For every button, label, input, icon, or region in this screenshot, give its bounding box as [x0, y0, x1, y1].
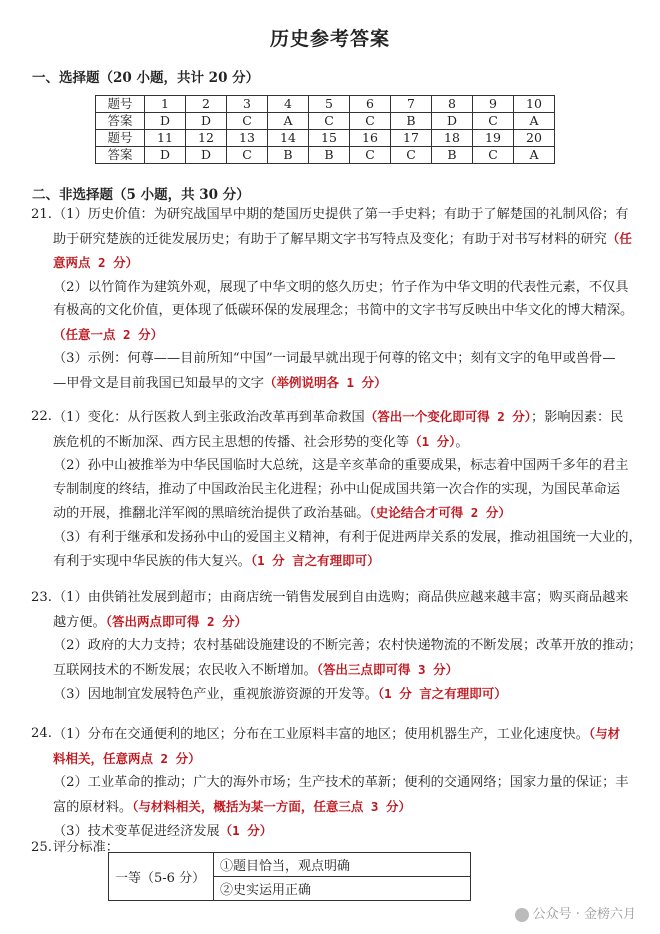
table-cell: D — [186, 113, 227, 130]
table-cell: C — [309, 113, 350, 130]
row-header-cell: 题号 — [96, 96, 145, 113]
table-cell: C — [227, 147, 268, 164]
answer-line: 富的原材料。 — [53, 799, 133, 815]
question-number: 21. — [31, 207, 52, 222]
table-cell: C — [350, 147, 391, 164]
scoring-note: （1 分） — [219, 823, 273, 838]
question-number-row — [96, 96, 555, 113]
table-cell: 15 — [309, 130, 350, 147]
table-cell: C — [350, 113, 391, 130]
answer-line: （1）由供销社发展到超市；由商店统一销售发展到自由选购；商品供应越来越丰富；购买商品越来 — [53, 590, 629, 605]
table-cell: 4 — [268, 96, 309, 113]
wechat-icon — [515, 908, 529, 922]
answer-line: 专制制度的终结，推动了中国政治民主化进程；孙中山促成国共第一次合作的实现，为国民革命运 — [53, 481, 621, 497]
answer-line: （3）示例：何尊——目前所知“中国”一词最早就出现于何尊的铭文中；刻有文字的龟甲或兽骨— — [53, 351, 616, 366]
table-cell: C — [473, 113, 514, 130]
table-cell: C — [227, 113, 268, 130]
table-cell: B — [268, 147, 309, 164]
scoring-note: （答出两点即可得 2 分） — [105, 613, 248, 629]
table-cell: B — [309, 147, 350, 164]
scoring-note: （任意一点 2 分） — [53, 326, 164, 342]
answer-line: （3）因地制宜发展特色产业，重视旅游资源的开发等。 — [53, 687, 378, 702]
section-nonchoice-heading: 二、非选择题（5 小题，共 30 分） — [32, 187, 250, 203]
table-cell: 7 — [391, 96, 432, 113]
scoring-note: （1 分） — [409, 433, 456, 449]
answer-line: ；影响因素：民 — [531, 410, 624, 425]
table-cell: 10 — [514, 96, 555, 113]
answer-line: 动的开展，推翻北洋军阀的黑暗统治提供了政治基础。 — [53, 506, 370, 521]
rubric-criterion: ②史实运用正确 — [214, 877, 471, 901]
scoring-note: （与材 — [588, 726, 621, 741]
table-cell: A — [514, 113, 555, 130]
answer-row — [96, 113, 555, 130]
answer-line: （2）孙中山被推举为中华民国临时大总统，这是辛亥革命的重要成果，标志着中国两千多年的君主 — [53, 458, 629, 473]
answer-line: （1）历史价值：为研究战国早中期的楚国历史提供了第一手史料；有助于了解楚国的礼制风俗；有 — [53, 207, 629, 222]
answer-line: 互联网技术的不断发展；农民收入不断增加。 — [53, 662, 317, 678]
question-23 — [31, 586, 642, 707]
scoring-note: （答出三点即可得 3 分） — [316, 661, 459, 677]
scoring-note: （1 分 言之有理即可） — [250, 553, 380, 568]
table-cell: B — [391, 113, 432, 130]
table-cell: B — [432, 147, 473, 164]
answer-line: （1）分布在交通便利的地区；分布在工业原料丰富的地区；使用机器生产，工业化速度快。 — [53, 727, 589, 742]
table-cell: D — [145, 113, 186, 130]
question-22 — [31, 405, 642, 574]
table-cell: A — [268, 113, 309, 130]
rubric-table — [108, 852, 471, 901]
question-number: 23. — [31, 590, 52, 605]
rubric-label: 评分标准： — [53, 840, 119, 855]
answer-table — [95, 95, 555, 164]
question-21 — [31, 203, 636, 395]
table-cell: 13 — [227, 130, 268, 147]
scoring-note: （任 — [606, 230, 632, 246]
scoring-note: （1 分 言之有理即可） — [377, 686, 507, 701]
answer-line: （2）以竹简作为建筑外观，展现了中华文明的悠久历史；竹子作为中华文明的代表性元素，不仅具 — [53, 279, 629, 295]
table-cell: A — [514, 147, 555, 164]
table-cell: D — [432, 113, 473, 130]
question-24 — [31, 722, 636, 844]
scoring-note: 意两点 2 分） — [53, 255, 139, 270]
watermark-text: 公众号 · 金榜六月 — [532, 907, 636, 922]
table-cell: 14 — [268, 130, 309, 147]
table-cell: D — [145, 147, 186, 164]
answer-line: （1）变化：从行医救人到主张政治改革再到革命救国 — [53, 410, 365, 425]
answer-line: 有利于实现中华民族的伟大复兴。 — [53, 554, 251, 569]
table-cell: 11 — [145, 130, 186, 147]
answer-line: 族危机的不断加深、西方民主思想的传播、社会形势的变化等 — [53, 434, 410, 450]
answer-line: （3）有利于继承和发扬孙中山的爱国主义精神，有利于促进两岸关系的发展，推动祖国统一大业的， — [53, 529, 642, 545]
answer-line: —甲骨文是目前我国已知最早的文字 — [53, 375, 264, 391]
question-number: 25. — [31, 840, 52, 855]
table-cell: 12 — [186, 130, 227, 147]
table-cell: 9 — [473, 96, 514, 113]
question-number: 22. — [31, 409, 52, 424]
answer-line: （2）政府的大力支持；农村基础设施建设的不断完善；农村快递物流的不断发展；改革开放的推动； — [53, 638, 642, 653]
rubric-criterion: ①题目恰当，观点明确 — [214, 853, 471, 877]
punctuation: 。 — [455, 434, 469, 450]
table-cell: 1 — [145, 96, 186, 113]
table-cell: 20 — [514, 130, 555, 147]
row-header-cell: 答案 — [96, 147, 145, 164]
table-cell: 19 — [473, 130, 514, 147]
table-cell: 3 — [227, 96, 268, 113]
scoring-note: 料相关，任意两点 2 分） — [53, 750, 201, 766]
rubric-grade: 一等（5-6 分） — [109, 853, 214, 901]
scoring-note: （与材料相关，概括为某一方面，任意三点 3 分） — [132, 798, 411, 814]
answer-line: 有极高的文化价值，更体现了低碳环保的发展理念；书简中的文字书写反映出中华文化的博大精深。 — [53, 303, 634, 318]
row-header-cell: 题号 — [96, 130, 145, 147]
table-cell: 17 — [391, 130, 432, 147]
question-number-row — [96, 130, 555, 147]
answer-line: 助于研究楚族的迁徙发展历史；有助于了解早期文字书写特点及变化；有助于对书写材料的研究 — [53, 231, 607, 247]
answer-line: （3）技术变革促进经济发展 — [53, 824, 220, 839]
table-cell: 18 — [432, 130, 473, 147]
scoring-note: （答出一个变化即可得 2 分） — [364, 409, 532, 424]
table-cell: 2 — [186, 96, 227, 113]
answer-line: 越方便。 — [53, 614, 106, 630]
table-cell: 5 — [309, 96, 350, 113]
question-number: 24. — [31, 726, 52, 741]
scoring-note: （史论结合才可得 2 分） — [369, 505, 511, 520]
answer-line: （2）工业革命的推动；广大的海外市场；生产技术的革新；便利的交通网络；国家力量的保证；丰 — [53, 775, 629, 790]
table-cell: 8 — [432, 96, 473, 113]
watermark — [515, 903, 636, 922]
row-header-cell: 答案 — [96, 113, 145, 130]
table-cell: D — [186, 147, 227, 164]
answer-row — [96, 147, 555, 164]
table-cell: C — [391, 147, 432, 164]
scoring-note: （举例说明各 1 分） — [264, 374, 387, 390]
page-title: 历史参考答案 — [269, 28, 390, 50]
table-cell: 16 — [350, 130, 391, 147]
table-cell: 6 — [350, 96, 391, 113]
table-cell: C — [473, 147, 514, 164]
section-choice-heading: 一、选择题（20 小题，共计 20 分） — [32, 70, 260, 86]
